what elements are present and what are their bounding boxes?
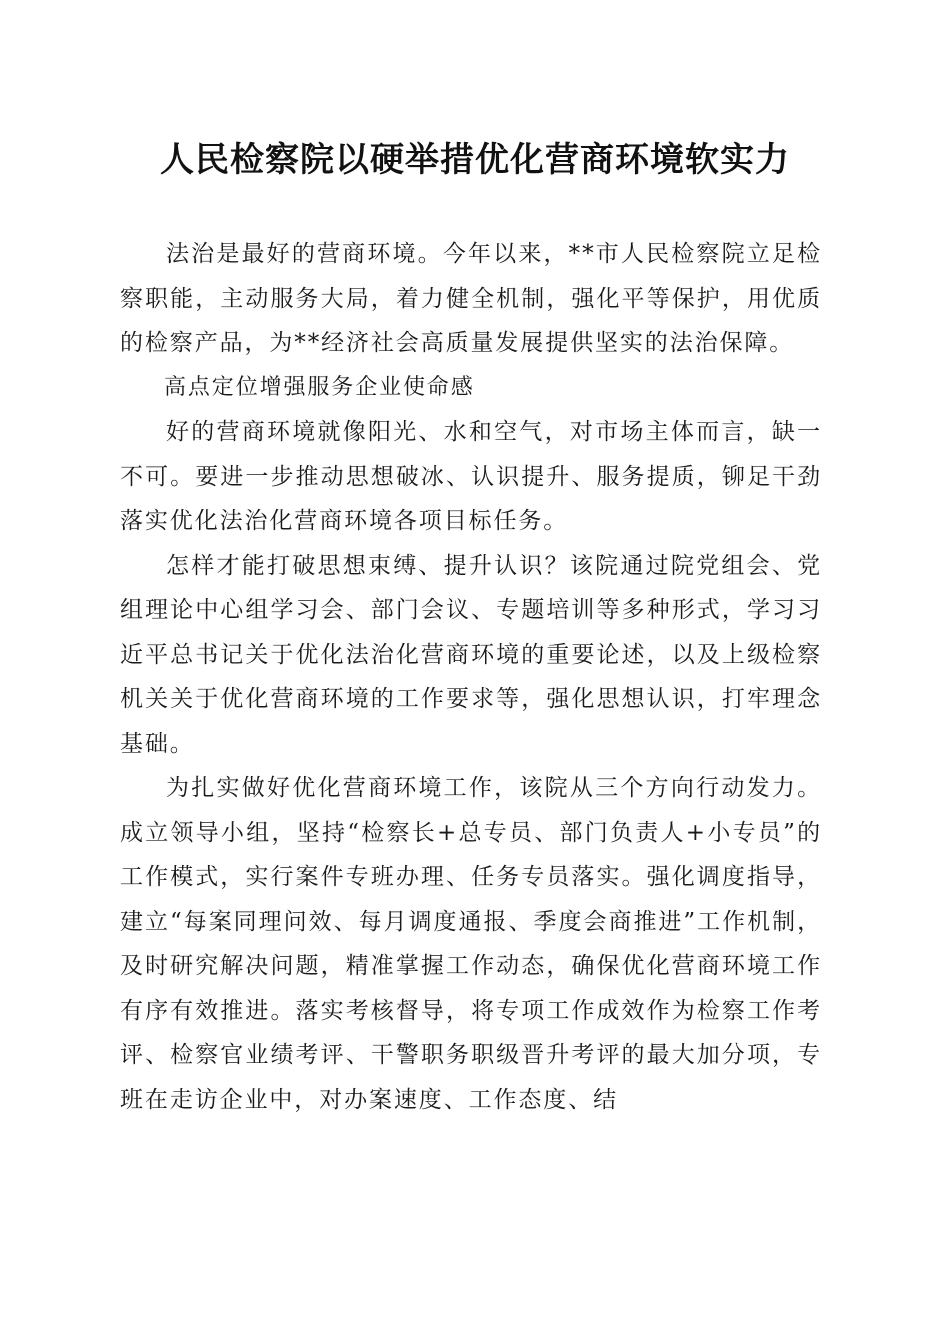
paragraph-intro: 法治是最好的营商环境。今年以来，**市人民检察院立足检察职能，主动服务大局，着力健全机制，强化平等保护，用优质的检察产品，为**经济社会高质量发展提供坚实的法治保障。 — [120, 241, 822, 356]
paragraph-environment: 好的营商环境就像阳光、水和空气，对市场主体而言，缺一不可。要进一步推动思想破冰、认识提升、服务提质，铆足干劲落实优化法治化营商环境各项目标任务。 — [120, 419, 822, 534]
section-heading: 高点定位增强服务企业使命感 — [164, 374, 475, 400]
document-body — [120, 232, 822, 1122]
document-title: 人民检察院以硬举措优化营商环境软实力 — [160, 140, 790, 180]
paragraph-actions: 为扎实做好优化营商环境工作，该院从三个方向行动发力。成立领导小组，坚持“检察长+总专员、部门负责人+小专员”的工作模式，实行案件专班办理、任务专员落实。强化调度指导，建立“每案同理问效、每月调度通报、季度会商推进”工作机制，及时研究解决问题，精准掌握工作动态，确保优化营商环境工作有序有效推进。落实考核督导，将专项工作成效作为检察工作考评、检察官业绩考评、干警职务职级晋升考评的最大加分项，专班在走访企业中，对办案速度、工作态度、结 — [120, 775, 822, 1113]
paragraph-thinking: 怎样才能打破思想束缚、提升认识？该院通过院党组会、党组理论中心组学习会、部门会议、专题培训等多种形式，学习习近平总书记关于优化法治化营商环境的重要论述，以及上级检察机关关于优化营商环境的工作要求等，强化思想认识，打牢理念基础。 — [120, 552, 822, 757]
